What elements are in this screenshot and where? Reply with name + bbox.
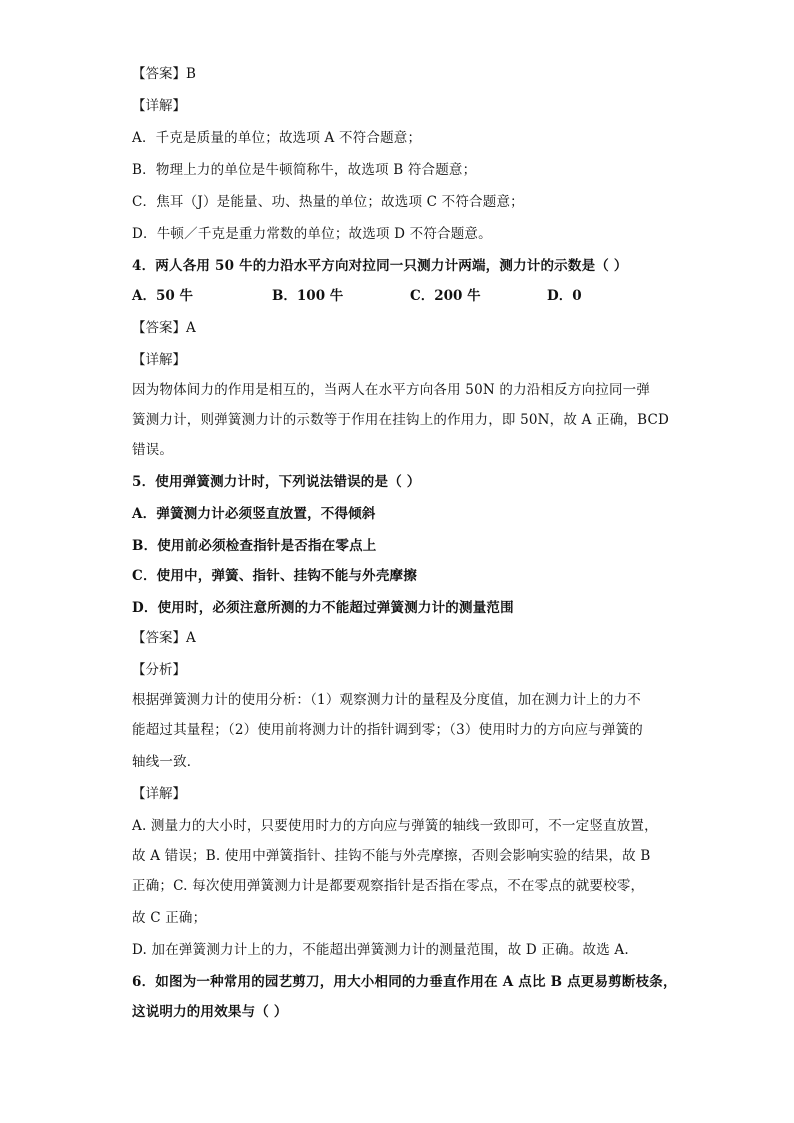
q5-stem: 5．使用弹簧测力计时，下列说法错误的是（ ）: [132, 474, 421, 490]
q5-explain-line: A. 测量力的大小时，只要使用时力的方向应与弹簧的轴线一致即可，不一定竖直放置，: [132, 818, 658, 834]
q4-explain-line: 簧测力计，则弹簧测力计的示数等于作用在挂钩上的作用力，即 50N，故 A 正确，BCD: [132, 412, 670, 428]
q4-explain-line: 错误。: [132, 442, 174, 458]
q6-stem-line: 这说明力的用效果与（ ）: [132, 1004, 288, 1020]
q3-explain-line: A．千克是质量的单位；故选项 A 不符合题意；: [132, 130, 422, 146]
answer-value: B: [186, 66, 197, 82]
q4-answer: [132, 318, 672, 338]
q5-option-b: B．使用前必须检查指针是否指在零点上: [132, 538, 377, 554]
q3-explain-tag: 【详解】: [132, 98, 186, 114]
q4-option-c: C．200 牛: [410, 288, 481, 304]
q4-option-d: D．0: [547, 288, 582, 304]
q5-explain-line: 故 A 错误；B. 使用中弹簧指针、挂钩不能与外壳摩擦，否则会影响实验的结果，故 B: [132, 848, 651, 864]
q5-analysis-line: 轴线一致．: [132, 754, 201, 770]
answer-tag: 【答案】: [132, 320, 186, 336]
q5-explain-tag: 【详解】: [132, 786, 186, 802]
q4-stem: 4．两人各用 50 牛的力沿水平方向对拉同一只测力计两端，测力计的示数是（ ）: [132, 258, 628, 274]
answer-value: A: [186, 320, 196, 336]
q5-option-a: A．弹簧测力计必须竖直放置，不得倾斜: [132, 506, 376, 522]
q3-explain-line: D．牛顿／千克是重力常数的单位；故选项 D 不符合题意。: [132, 226, 492, 242]
q5-explain-line: 正确；C. 每次使用弹簧测力计是都要观察指针是否指在零点，不在零点的就要校零，: [132, 878, 645, 894]
q3-answer: [132, 64, 672, 84]
answer-tag: 【答案】: [132, 630, 186, 646]
q3-explain-line: C．焦耳（J）是能量、功、热量的单位；故选项 C 不符合题意；: [132, 194, 524, 210]
q5-option-d: D．使用时，必须注意所测的力不能超过弹簧测力计的测量范围: [132, 600, 514, 616]
answer-value: A: [186, 630, 196, 646]
q4-explain-tag: 【详解】: [132, 352, 186, 368]
q4-option-a: A．50 牛: [132, 288, 193, 304]
q5-answer: [132, 628, 672, 648]
q4-option-b: B．100 牛: [272, 288, 344, 304]
q4-explain-line: 因为物体间力的作用是相互的，当两人在水平方向各用 50N 的力沿相反方向拉同一弹: [132, 382, 651, 398]
q5-explain-line: D. 加在弹簧测力计上的力，不能超出弹簧测力计的测量范围，故 D 正确。故选 A.: [132, 942, 629, 958]
q5-option-c: C．使用中，弹簧、指针、挂钩不能与外壳摩擦: [132, 568, 417, 584]
q6-stem-line: 6．如图为一种常用的园艺剪刀，用大小相同的力垂直作用在 A 点比 B 点更易剪断枝条，: [132, 974, 677, 990]
q5-analysis-line: 能超过其量程；（2）使用前将测力计的指针调到零；（3）使用时力的方向应与弹簧的: [132, 722, 643, 738]
q3-explain-line: B．物理上力的单位是牛顿简称牛，故选项 B 符合题意；: [132, 162, 477, 178]
answer-tag: 【答案】: [132, 66, 186, 82]
q5-explain-line: 故 C 正确；: [132, 910, 207, 926]
q5-analysis-line: 根据弹簧测力计的使用分析：（1）观察测力计的量程及分度值，加在测力计上的力不: [132, 692, 641, 708]
q5-analysis-tag: 【分析】: [132, 662, 186, 678]
